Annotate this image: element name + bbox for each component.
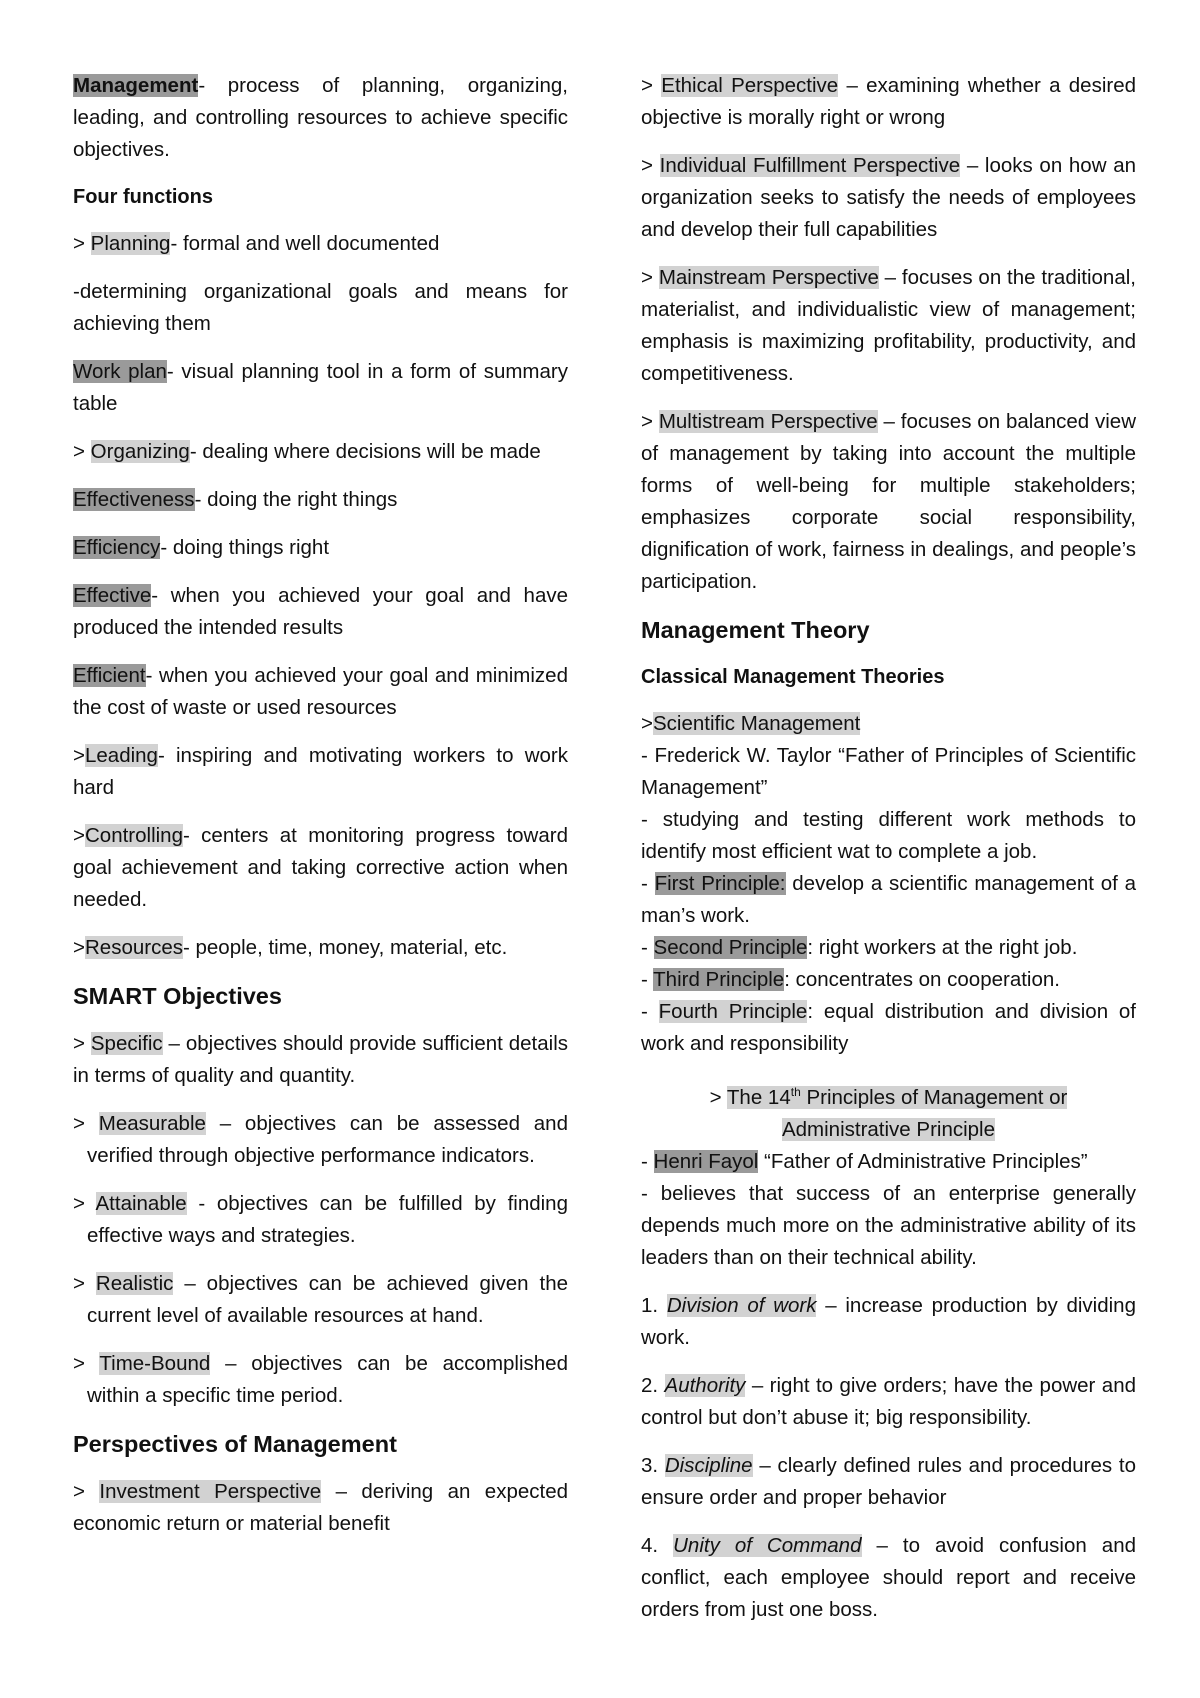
work-plan-definition: Work plan- visual planning tool in a form of summary table	[73, 360, 568, 415]
term-ethical-perspective: Ethical Perspective	[661, 74, 839, 97]
time-bound-definition: > Time-Bound – objectives can be accomplished within a specific time period.	[73, 1352, 568, 1407]
term-henri-fayol: Henri Fayol	[653, 1149, 759, 1173]
multistream-definition: > Multistream Perspective – focuses on balanced view of management by taking into account the multiple forms of well-being for multiple stakeholders; emphasizes corporate social responsibility, dignification of work, fairness in dealings, and people’s participation.	[641, 410, 1137, 593]
determining-text: -determining organizational goals and means for achieving them	[73, 280, 568, 335]
term-fourth-principle: Fourth Principle	[658, 1000, 808, 1023]
effective-definition: Effective- when you achieved your goal and have produced the intended results	[73, 584, 568, 639]
fourth-principle: - Fourth Principle: equal distribution and division of work and responsibility	[641, 1000, 1136, 1055]
term-resources: Resources	[84, 936, 183, 959]
principle-4: 4. Unity of Command – to avoid confusion and conflict, each employee should report and receive orders from just one boss.	[641, 1533, 1136, 1621]
term-efficiency: Efficiency	[73, 536, 161, 559]
term-first-principle: First Principle:	[654, 872, 786, 895]
term-multistream-perspective: Multistream Perspective	[658, 410, 878, 433]
measurable-definition: > Measurable – objectives can be assessed and verified through objective performance indicators.	[73, 1112, 568, 1167]
controlling-definition: >Controlling- centers at monitoring progress toward goal achievement and taking corrective action when needed.	[73, 824, 568, 911]
term-efficient: Efficient	[73, 664, 146, 687]
principle-2: 2. Authority – right to give orders; have the power and control but don’t abuse it; big responsibility.	[641, 1373, 1136, 1429]
second-principle: - Second Principle: right workers at the right job.	[641, 936, 1078, 959]
term-controlling: Controlling	[84, 824, 183, 847]
term-work-plan: Work plan	[73, 360, 167, 383]
individual-definition: > Individual Fulfillment Perspective – looks on how an organization seeks to satisfy the needs of employees and develop their full capabilities	[641, 154, 1136, 241]
term-individual-fulfillment: Individual Fulfillment Perspective	[659, 154, 961, 177]
left-column	[73, 70, 568, 1556]
term-measurable: Measurable	[98, 1112, 206, 1135]
term-effectiveness: Effectiveness	[73, 488, 195, 511]
investment-definition: > Investment Perspective – deriving an expected economic return or material benefit	[73, 1480, 568, 1535]
term-mainstream-perspective: Mainstream Perspective	[658, 266, 879, 289]
term-division-of-work: Division of work	[666, 1293, 817, 1317]
smart-objectives-heading: SMART Objectives	[73, 983, 282, 1009]
third-principle: - Third Principle: concentrates on cooperation.	[641, 968, 1060, 991]
scientific-management-heading: >Scientific Management	[641, 712, 861, 735]
management-theory-heading: Management Theory	[641, 617, 870, 643]
first-principle: - First Principle: develop a scientific management of a man’s work.	[641, 872, 1137, 927]
attainable-definition: > Attainable - objectives can be fulfilled by finding effective ways and strategies.	[73, 1192, 568, 1247]
term-planning: Planning	[90, 232, 171, 255]
taylor-text: - Frederick W. Taylor “Father of Principles of Scientific Management”	[641, 744, 1136, 799]
efficiency-definition: Efficiency- doing things right	[73, 536, 330, 559]
term-scientific-management: Scientific Management	[652, 712, 861, 735]
fayol-text: - Henri Fayol “Father of Administrative Principles”	[641, 1149, 1088, 1173]
principle-3: 3. Discipline – clearly defined rules and procedures to ensure order and proper behavior	[641, 1453, 1136, 1509]
principle-1: 1. Division of work – increase production by dividing work.	[641, 1293, 1136, 1349]
term-third-principle: Third Principle	[653, 968, 785, 991]
realistic-definition: > Realistic – objectives can be achieved given the current level of available resources at hand.	[73, 1272, 568, 1327]
fourteen-principles-heading: > The 14th Principles of Management or	[709, 1085, 1068, 1109]
efficient-definition: Efficient- when you achieved your goal and minimized the cost of waste or used resources	[73, 664, 568, 719]
specific-definition: > Specific – objectives should provide sufficient details in terms of quality and quantity.	[73, 1032, 568, 1087]
leading-definition: >Leading- inspiring and motivating workers to work hard	[73, 744, 568, 799]
term-discipline: Discipline	[664, 1453, 753, 1477]
term-unity-of-command: Unity of Command	[673, 1533, 862, 1557]
term-management: Management	[73, 74, 199, 97]
effectiveness-definition: Effectiveness- doing the right things	[73, 488, 398, 511]
term-leading: Leading	[84, 744, 158, 767]
perspectives-heading: Perspectives of Management	[73, 1431, 397, 1457]
term-attainable: Attainable	[95, 1192, 187, 1215]
term-specific: Specific	[90, 1032, 163, 1055]
term-realistic: Realistic	[95, 1272, 174, 1295]
term-investment-perspective: Investment Perspective	[99, 1480, 322, 1503]
organizing-definition: > Organizing- dealing where decisions will be made	[73, 440, 541, 463]
term-authority: Authority	[664, 1373, 746, 1397]
believes-text: - believes that success of an enterprise generally depends much more on the administrative ability of its leaders than on their technical ability.	[641, 1181, 1136, 1269]
resources-definition: >Resources- people, time, money, material, etc.	[73, 936, 508, 959]
classical-theories-heading: Classical Management Theories	[641, 666, 945, 688]
administrative-principle-heading: Administrative Principle	[781, 1117, 996, 1141]
term-time-bound: Time-Bound	[99, 1352, 211, 1375]
planning-definition: > Planning- formal and well documented	[73, 232, 440, 255]
ethical-definition: > Ethical Perspective – examining whether a desired objective is morally right or wrong	[641, 74, 1136, 129]
mainstream-definition: > Mainstream Perspective – focuses on the traditional, materialist, and individualistic view of management; emphasis is maximizing profitability, productivity, and competitiveness.	[641, 266, 1136, 385]
four-functions-heading: Four functions	[73, 186, 213, 208]
term-second-principle: Second Principle	[653, 936, 808, 959]
term-effective: Effective	[73, 584, 152, 607]
studying-text: - studying and testing different work methods to identify most efficient wat to complete a job.	[641, 808, 1136, 863]
right-column	[641, 70, 1136, 1642]
term-organizing: Organizing	[90, 440, 190, 463]
management-definition: Management- process of planning, organizing, leading, and controlling resources to achieve specific objectives.	[73, 74, 568, 161]
